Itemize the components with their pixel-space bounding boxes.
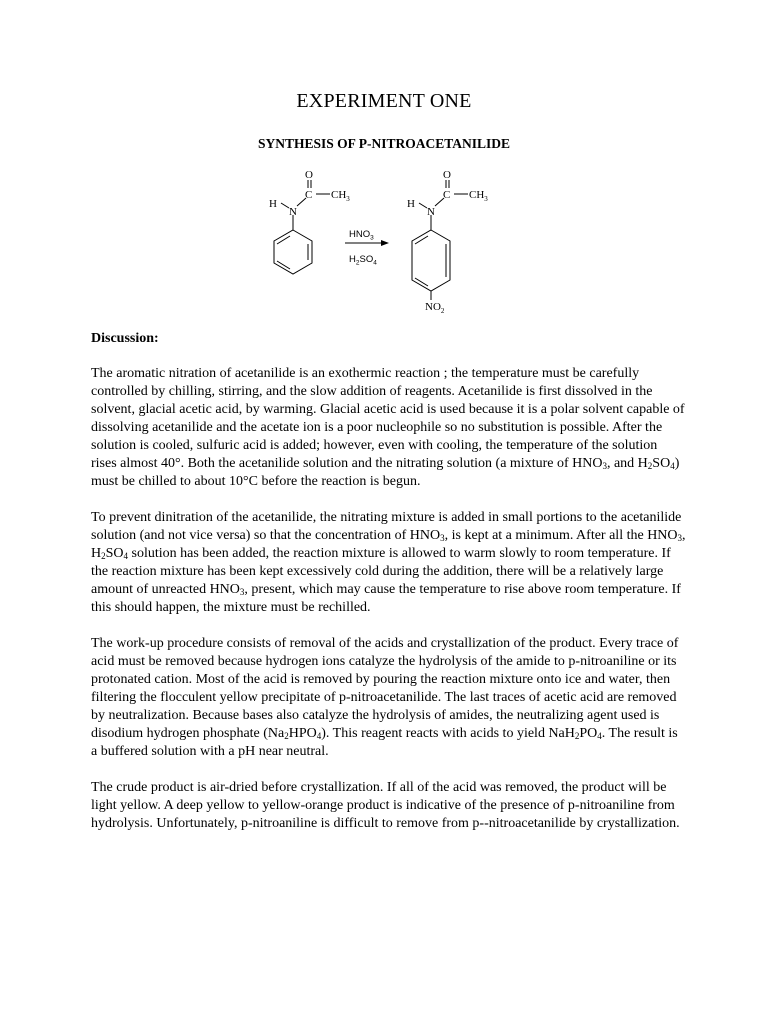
p-nitroacetanilide-structure — [412, 180, 468, 300]
product-methyl-label: $CH_3$ — [469, 189, 488, 203]
product-oxygen-label: O — [443, 169, 451, 181]
reactant-nitrogen-label: N — [289, 206, 297, 218]
product-nitrogen-label: N — [427, 206, 435, 218]
acetanilide-structure — [274, 180, 330, 274]
discussion-heading: Discussion: — [91, 331, 159, 346]
discussion-body — [91, 365, 686, 833]
page-title: EXPERIMENT ONE — [296, 90, 472, 112]
reagent-h2so4-label: $H_2SO_4$ — [349, 254, 377, 267]
reactant-methyl-label: $CH_3$ — [331, 189, 350, 203]
reactant-hydrogen-label: H — [269, 198, 277, 210]
reactant-oxygen-label: O — [305, 169, 313, 181]
page-subtitle: SYNTHESIS OF P-NITROACETANILIDE — [257, 136, 511, 151]
reaction-scheme — [255, 160, 515, 315]
product-carbon-label: C — [443, 189, 451, 201]
paragraph-work-up: The work-up procedure consists of removal of the acids and crystallization of the product. Every trace of acid must be removed because hydrogen ions catalyze the hydrolysis of the amide to p-nitroaniline or its protonated cation. Most of the acid is removed by pouring the reaction mixture onto ice and water, then filtering the flocculent yellow precipitate of p-nitroacetanilide. The last traces of acetic acid are removed by neutralization. Because bases also catalyze the hydrolysis of amides, the neutralizing agent used is disodium hydrogen phosphate $(Na_2HPO_4)$. This reagent reacts with acids to yield $NaH_2PO_4$. The result is a buffered solution with a pH near neutral. — [91, 636, 679, 759]
product-hydrogen-label: H — [407, 198, 415, 210]
paragraph-dinitration: To prevent dinitration of the acetanilide, the nitrating mixture is added in small portions to the acetanilide solution (and not vice versa) so that the concentration of $HNO_3$, is kept at a minimum. After all the $HNO_3$, $H_2SO_4$ solution has been added, the reaction mixture is allowed to warm slowly to room temperature. If the reaction mixture has been kept excessively cold during the addition, there will be a relatively large amount of unreacted $HNO_3$, present, which may cause the temperature to rise above room temperature. If this should happen, the mixture must be rechilled. — [91, 510, 686, 615]
reactant-carbon-label: C — [305, 189, 313, 201]
paragraph-nitration-intro: The aromatic nitration of acetanilide is an exothermic reaction ; the temperature must be carefully controlled by chilling, stirring, and the slow addition of reagents. Acetanilide is first dissolved in the solvent, glacial acetic acid, by warming. Glacial acetic acid is used because it is a polar solvent capable of dissolving acetanilide and the acetate ion is a poor nucleophile so no substitution is possible. After the solution is cooled, sulfuric acid is added; however, even with cooling, the temperature of the solution rises almost 40°. Both the acetanilide solution and the nitrating solution (a mixture of $HNO_3$, and $H_2SO_4$) must be chilled to about 10°C before the reaction is begun. — [91, 366, 685, 489]
reaction-arrow — [345, 240, 389, 246]
product-nitro-label: $NO_2$ — [425, 301, 445, 315]
reagent-hno3-label: $HNO_3$ — [349, 229, 374, 242]
paragraph-crude-product: The crude product is air-dried before crystallization. If all of the acid was removed, the product will be light yellow. A deep yellow to yellow-orange product is indicative of the presence of p-nitroaniline from hydrolysis. Unfortunately, p-nitroaniline is difficult to remove from p--nitroacetanilide by crystallization. — [91, 780, 680, 831]
